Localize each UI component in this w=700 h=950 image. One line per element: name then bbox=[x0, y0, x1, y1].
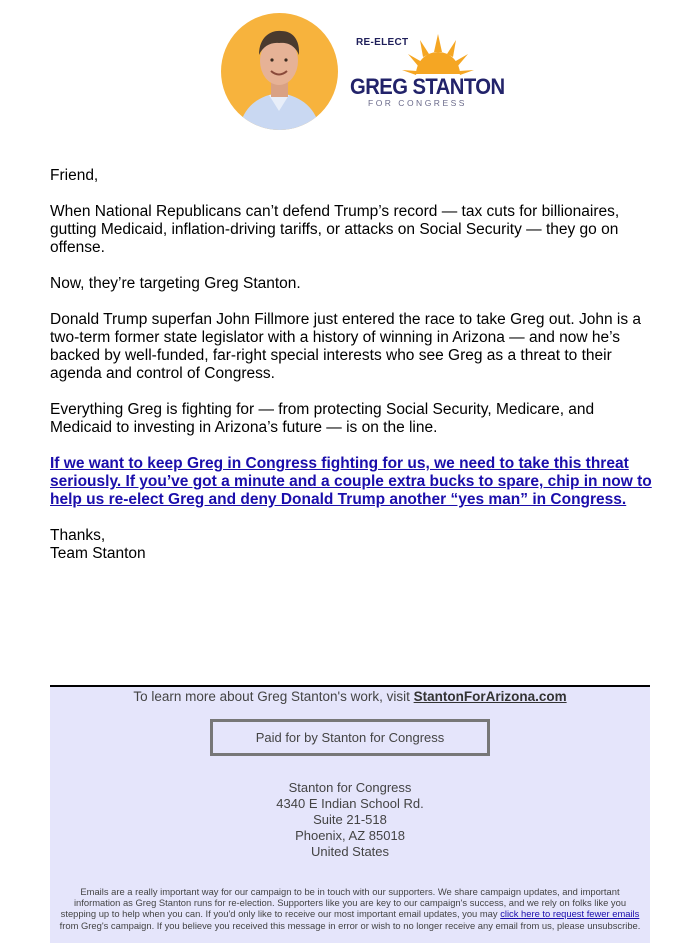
fine-print bbox=[58, 886, 642, 931]
closing: Thanks, bbox=[50, 527, 106, 544]
learn-more-line bbox=[50, 689, 650, 704]
fine-print-text: Emails are a really important way for our campaign to be in touch with our supporters. We share campaign updates, and important information as Greg Stanton runs for re-election. Supporters like you are key to our campaign's success, and we rely on folks like you stepping up to help when you can. If you'd only like to receive our most important email updates, you may bbox=[60, 886, 627, 920]
donate-cta-link[interactable]: If we want to keep Greg in Congress fighting for us, we need to take this threat seriously. If you’ve got a minute and a couple extra bucks to spare, chip in now to help us re-elect Greg and deny Donald Trump another “yes man” in Congress. bbox=[50, 455, 652, 508]
fine-print-text-2: from Greg's campaign. If you believe you received this message in error or wish to no longer receive any email from us, please unsubscribe. bbox=[59, 919, 641, 931]
candidate-photo bbox=[221, 13, 338, 130]
learn-more-text: To learn more about Greg Stanton's work, visit bbox=[133, 689, 410, 704]
paragraph-1: When National Republicans can’t defend Trump’s record — tax cuts for billionaires, gutting Medicaid, inflation-driving tariffs, or attacks on Social Security — they go on offense. bbox=[50, 203, 620, 256]
greeting: Friend, bbox=[50, 167, 99, 184]
website-link[interactable]: StantonForArizona.com bbox=[413, 689, 567, 704]
paragraph-4: Everything Greg is fighting for — from protecting Social Security, Medicare, and Medicaid to investing in Arizona’s future — is on the line. bbox=[50, 401, 595, 436]
email-body bbox=[50, 167, 660, 563]
signature: Team Stanton bbox=[50, 545, 146, 562]
candidate-name: GREG STANTON bbox=[350, 74, 505, 99]
address-line: Suite 21-518 bbox=[313, 812, 387, 827]
email-header bbox=[0, 0, 700, 140]
paragraph-2: Now, they’re targeting Greg Stanton. bbox=[50, 275, 301, 292]
campaign-logo bbox=[348, 34, 505, 114]
mailing-address bbox=[50, 780, 650, 860]
paid-for-box: Paid for by Stanton for Congress bbox=[210, 719, 490, 756]
cta-paragraph bbox=[50, 455, 660, 509]
address-line: Stanton for Congress bbox=[288, 780, 412, 795]
email-footer bbox=[50, 685, 650, 943]
address-line: United States bbox=[310, 844, 390, 859]
fewer-emails-link[interactable]: click here to request fewer emails bbox=[500, 908, 640, 920]
address-line: Phoenix, AZ 85018 bbox=[295, 828, 405, 843]
for-congress-label: FOR CONGRESS bbox=[368, 98, 467, 108]
paragraph-3: Donald Trump superfan John Fillmore just entered the race to take Greg out. John is a two-term former state legislator with a history of winning in Arizona — and now he’s backed by well-funded, far-right special interests who see Greg as a threat to their agenda and control of Congress. bbox=[50, 311, 642, 382]
reelect-label: RE-ELECT bbox=[356, 37, 409, 48]
address-line: 4340 E Indian School Rd. bbox=[276, 796, 424, 811]
